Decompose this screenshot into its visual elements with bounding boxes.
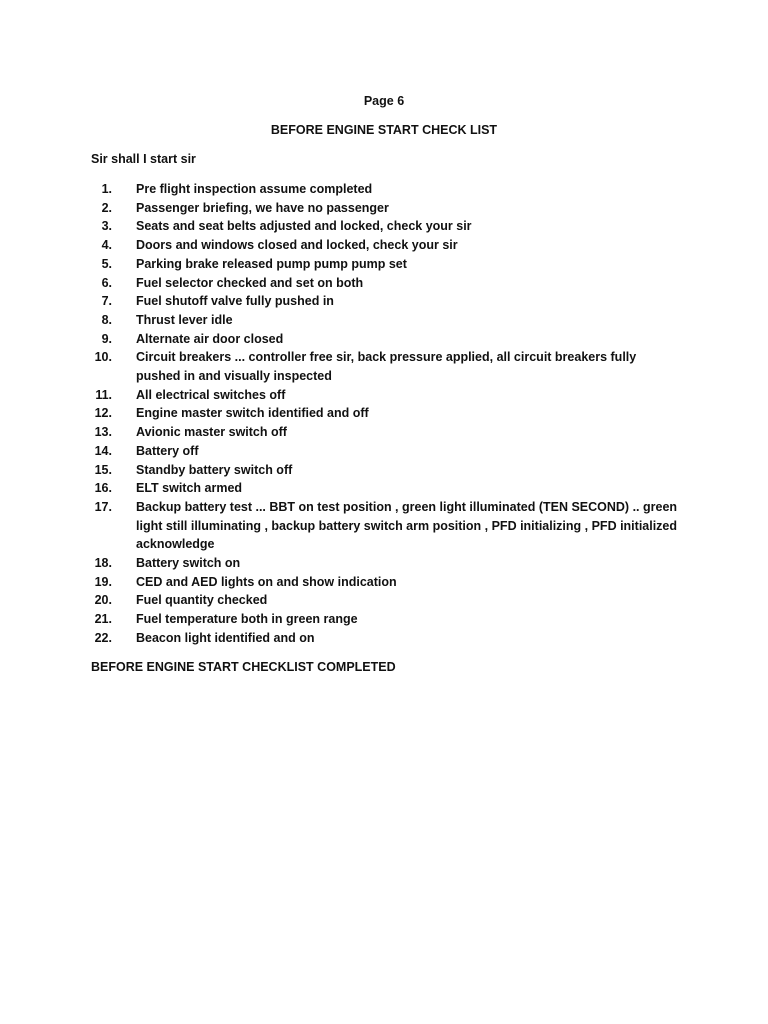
checklist-item xyxy=(0,348,681,385)
item-number: 6. xyxy=(101,275,112,290)
item-number: 20. xyxy=(94,593,112,608)
item-text: Alternate air door closed xyxy=(136,331,284,346)
item-number: 10. xyxy=(94,350,112,365)
checklist-item xyxy=(0,591,681,610)
item-number: 13. xyxy=(94,425,112,440)
item-number: 2. xyxy=(101,200,112,215)
checklist-item xyxy=(0,442,681,461)
checklist-item xyxy=(0,311,681,330)
page-number: Page 6 xyxy=(363,94,405,108)
item-text: Avionic master switch off xyxy=(136,425,287,440)
item-number: 11. xyxy=(95,387,112,402)
item-text: Fuel temperature both in green range xyxy=(136,612,358,627)
checklist-item xyxy=(0,498,681,554)
item-text: Standby battery switch off xyxy=(136,462,293,477)
item-text: ELT switch armed xyxy=(136,481,243,496)
item-number: 8. xyxy=(101,312,112,327)
checklist-item xyxy=(0,461,681,480)
checklist-item xyxy=(0,629,681,648)
item-number: 3. xyxy=(101,219,112,234)
item-text: CED and AED lights on and show indication xyxy=(136,574,397,589)
item-text: Backup battery test ... BBT on test position , green light illuminated (TEN SECOND) .. green light still illuminating , backup battery switch arm position , PFD initializing , PFD initialized acknowledge xyxy=(136,499,678,552)
item-number: 14. xyxy=(94,443,112,458)
checklist-completed-note: BEFORE ENGINE START CHECKLIST COMPLETED xyxy=(91,660,396,674)
checklist-item xyxy=(0,199,681,218)
item-number: 16. xyxy=(94,481,112,496)
checklist-item xyxy=(0,255,681,274)
item-text: Fuel selector checked and set on both xyxy=(136,275,364,290)
checklist-item xyxy=(0,573,681,592)
item-number: 15. xyxy=(94,462,112,477)
checklist-item xyxy=(0,292,681,311)
checklist xyxy=(0,180,768,648)
item-number: 18. xyxy=(94,556,112,571)
item-number: 19. xyxy=(94,574,112,589)
item-text: Seats and seat belts adjusted and locked, check your sir xyxy=(136,219,472,234)
item-number: 22. xyxy=(94,630,112,645)
item-text: Battery off xyxy=(136,443,199,458)
checklist-item xyxy=(0,479,681,498)
item-text: Engine master switch identified and off xyxy=(136,406,369,421)
checklist-item xyxy=(0,330,681,349)
checklist-item xyxy=(0,236,681,255)
item-number: 21. xyxy=(94,612,112,627)
checklist-item xyxy=(0,180,681,199)
item-text: Fuel quantity checked xyxy=(136,593,268,608)
document-title: BEFORE ENGINE START CHECK LIST xyxy=(270,123,498,137)
checklist-item xyxy=(0,404,681,423)
checklist-item xyxy=(0,274,681,293)
item-text: Doors and windows closed and locked, check your sir xyxy=(136,238,458,253)
item-number: 5. xyxy=(101,256,112,271)
item-number: 9. xyxy=(101,331,112,346)
item-text: Battery switch on xyxy=(136,556,241,571)
item-text: Fuel shutoff valve fully pushed in xyxy=(136,294,334,309)
checklist-item xyxy=(0,423,681,442)
checklist-item xyxy=(0,610,681,629)
checklist-item xyxy=(0,554,681,573)
item-text: Beacon light identified and on xyxy=(136,630,315,645)
item-number: 1. xyxy=(101,182,112,196)
item-text: Pre flight inspection assume completed xyxy=(136,182,373,196)
item-number: 7. xyxy=(101,294,112,309)
item-text: Passenger briefing, we have no passenger xyxy=(136,200,389,215)
checklist-item xyxy=(0,217,681,236)
item-text: Thrust lever idle xyxy=(136,312,233,327)
item-text: Circuit breakers ... controller free sir, back pressure applied, all circuit breakers fully pushed in and visually inspected xyxy=(136,350,637,384)
item-number: 17. xyxy=(94,499,112,514)
item-number: 12. xyxy=(94,406,112,421)
item-text: All electrical switches off xyxy=(136,387,286,402)
item-text: Parking brake released pump pump pump set xyxy=(136,256,407,271)
intro-line: Sir shall I start sir xyxy=(91,152,196,166)
checklist-item xyxy=(0,386,681,405)
item-number: 4. xyxy=(101,238,112,253)
